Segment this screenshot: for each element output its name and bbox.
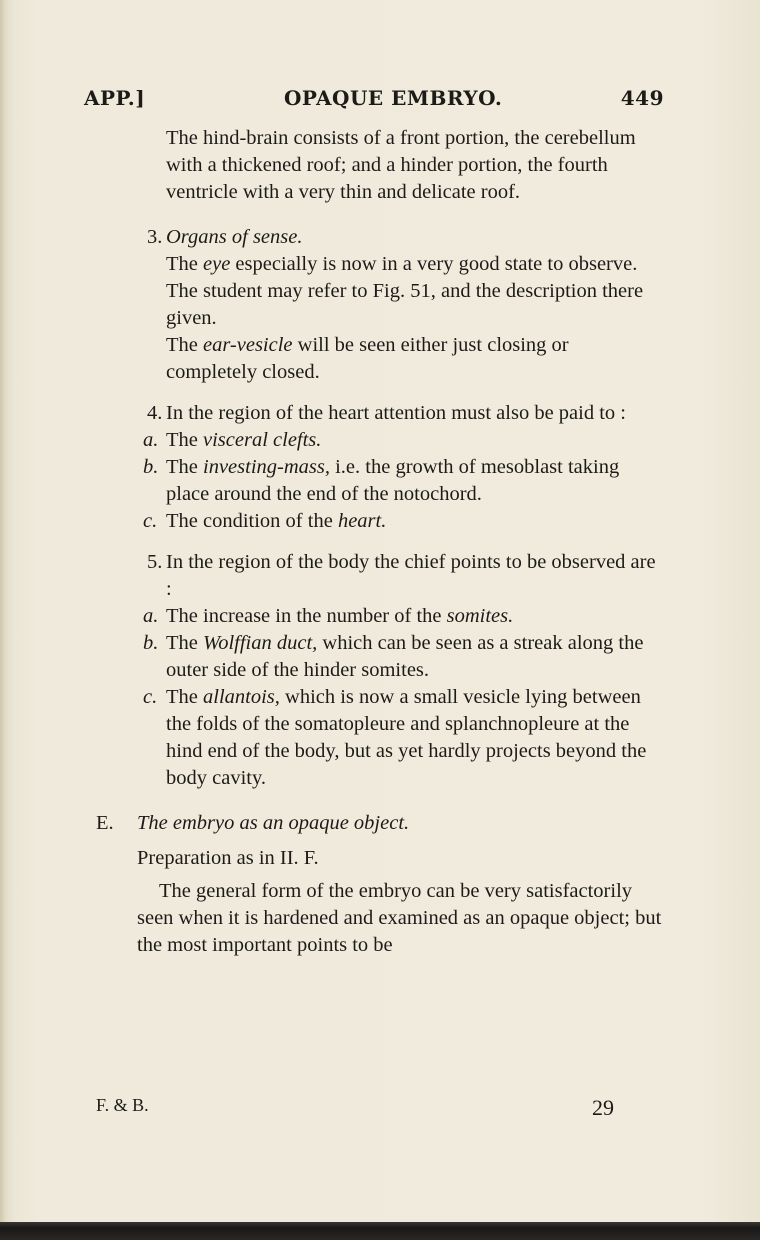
section-3 bbox=[84, 224, 664, 386]
section-5-text: In the region of the body the chief points to be observed are : bbox=[166, 551, 656, 600]
section-3-title: Organs of sense. bbox=[166, 226, 303, 248]
section-E-preparation: Preparation as in II. F. bbox=[137, 847, 319, 869]
scan-edge-shadow bbox=[0, 1222, 760, 1240]
section-4 bbox=[84, 400, 664, 427]
section-5-item-c: c. The allantois, which is now a small vesicle lying between the folds of the somatopleure and splanchnopleure at the hind end of the body, but as yet hardly projects beyond the body cavity. bbox=[143, 686, 647, 789]
item-marker: b. bbox=[143, 456, 159, 478]
item-marker: c. bbox=[143, 686, 158, 708]
section-E-marker: E. bbox=[96, 812, 114, 834]
section-4-item-a: a. The visceral clefts. bbox=[84, 427, 664, 454]
term-wolffian-duct: Wolffian duct, bbox=[203, 632, 318, 654]
item-marker: c. bbox=[143, 510, 158, 532]
item-marker: a. bbox=[143, 429, 159, 451]
term-eye: eye bbox=[203, 253, 231, 275]
header-page-number: 449 bbox=[620, 86, 664, 110]
section-3-marker: 3. bbox=[147, 226, 163, 248]
section-5-marker: 5. bbox=[147, 551, 163, 573]
section-4-marker: 4. bbox=[147, 402, 163, 424]
section-5-item-a: a. The increase in the number of the somites. bbox=[84, 603, 664, 630]
term-somites: somites. bbox=[446, 605, 514, 627]
section-E-title: The embryo as an opaque object. bbox=[137, 812, 410, 834]
header-title: OPAQUE EMBRYO. bbox=[284, 86, 503, 110]
page-body bbox=[84, 125, 664, 959]
section-4-item-c: c. The condition of the heart. bbox=[84, 508, 664, 535]
section-4-text: In the region of the heart attention must also be paid to : bbox=[166, 402, 626, 424]
item-marker: a. bbox=[143, 605, 159, 627]
page-gutter bbox=[0, 0, 6, 1240]
item-marker: b. bbox=[143, 632, 159, 654]
section-E bbox=[84, 810, 664, 959]
section-4-item-b: b. The investing-mass, i.e. the growth of mesoblast taking place around the end of the notochord. bbox=[143, 456, 620, 505]
term-allantois: allantois, bbox=[203, 686, 280, 708]
signature-sheet-number: 29 bbox=[592, 1095, 614, 1120]
section-5-item-b: b. The Wolffian duct, which can be seen as a streak along the outer side of the hinder somites. bbox=[143, 632, 644, 681]
intro-paragraph: The hind-brain consists of a front portion, the cerebellum with a thickened roof; and a hinder portion, the fourth ventricle with a very thin and delicate roof. bbox=[166, 127, 636, 203]
section-5 bbox=[84, 549, 664, 603]
running-header bbox=[84, 86, 664, 112]
section-3-ear-paragraph: The ear-vesicle will be seen either just closing or completely closed. bbox=[166, 334, 569, 383]
section-3-eye-paragraph: The eye especially is now in a very good state to observe. The student may refer to Fig. 51, and the description there given. bbox=[166, 253, 644, 329]
term-visceral-clefts: visceral clefts. bbox=[203, 429, 322, 451]
term-ear-vesicle: ear-vesicle bbox=[203, 334, 293, 356]
term-heart: heart. bbox=[337, 510, 387, 532]
section-E-paragraph: The general form of the embryo can be very satisfactorily seen when it is hardened and examined as an opaque object; but the most important points to be bbox=[137, 880, 662, 956]
term-investing-mass: investing-mass, bbox=[203, 456, 330, 478]
header-section-ref: APP.] bbox=[84, 86, 146, 110]
page-footer bbox=[96, 1095, 636, 1123]
printer-signature: F. & B. bbox=[96, 1095, 149, 1115]
